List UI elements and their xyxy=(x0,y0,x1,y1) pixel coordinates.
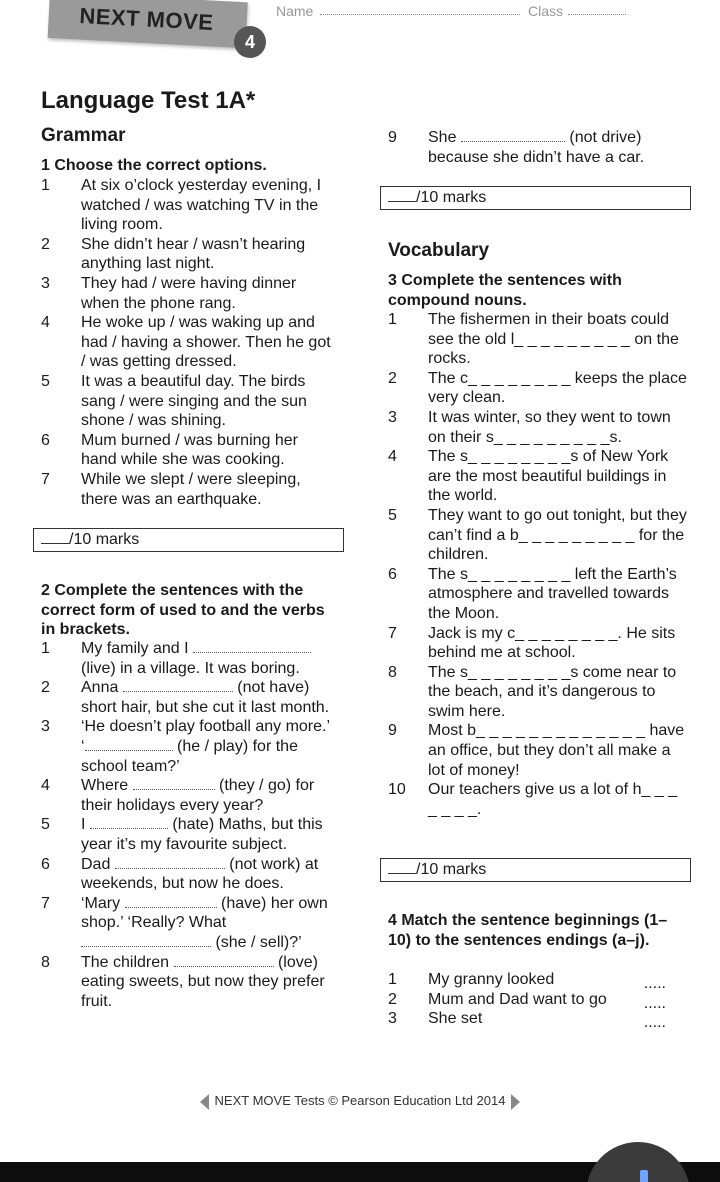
answer-gap[interactable] xyxy=(123,678,233,692)
page-title: Language Test 1A* xyxy=(41,87,256,114)
list-item: 2 Anna (not have) short hair, but she cut it last month. xyxy=(41,679,330,716)
brand-name: NEXT MOVE xyxy=(78,3,215,35)
list-item: 6 Dad (not work) at weekends, but now he does. xyxy=(41,855,319,893)
next-page-icon[interactable] xyxy=(511,1094,520,1110)
list-item: 7 While we slept / were sleeping, there was an earthquake. xyxy=(41,470,301,508)
list-item: 1 At six o’clock yesterday evening, I watched / was watching TV in the living room. xyxy=(41,177,322,234)
list-item: 9 Most b_ _ _ _ _ _ _ _ _ _ _ _ _ have an office, but they don’t all make a lot of money! xyxy=(388,722,685,779)
answer-gap[interactable] xyxy=(133,776,215,790)
list-item: 4 The s_ _ _ _ _ _ _ _s of New York are the most beautiful buildings in the world. xyxy=(388,448,669,505)
list-item: 3 It was winter, so they went to town on their s_ _ _ _ _ _ _ _ _s. xyxy=(388,408,671,446)
answer-gap[interactable] xyxy=(81,933,211,947)
list-item: 8 The children (love) eating sweets, but now they prefer fruit. xyxy=(41,953,325,1010)
task2-list xyxy=(41,639,337,1011)
match-answer[interactable]: ..... xyxy=(643,994,666,1012)
task3-title: 3 Complete the sentences with compound nouns. xyxy=(388,272,622,309)
list-item: 2 The c_ _ _ _ _ _ _ _ keeps the place very clean. xyxy=(388,369,687,407)
list-item: 3 ‘He doesn’t play football any more.’ ‘ (he / play) for the school team?’ xyxy=(41,718,330,775)
task2-list-continued xyxy=(388,128,688,167)
list-item: 7 Jack is my c_ _ _ _ _ _ _ _. He sits behind me at school. xyxy=(388,624,676,662)
list-item: 5 They want to go out tonight, but they can’t find a b_ _ _ _ _ _ _ _ _ for the children. xyxy=(388,506,687,564)
name-field[interactable] xyxy=(320,14,520,15)
list-item: 1 My family and I (live) in a village. It was boring. xyxy=(41,639,337,678)
list-item: 3 She set ..... xyxy=(388,1010,666,1032)
list-item: 9 She (not drive) because she didn’t have a car. xyxy=(388,129,645,166)
vocabulary-heading: Vocabulary xyxy=(388,240,490,261)
level-badge: 4 xyxy=(234,26,266,58)
list-item: 1 The fishermen in their boats could see the old l_ _ _ _ _ _ _ _ _ on the rocks. xyxy=(388,311,679,368)
list-item: 10 Our teachers give us a lot of h_ _ _ _ _ _ _. xyxy=(388,781,678,818)
list-item: 1 My granny looked ..... xyxy=(388,971,666,992)
answer-gap[interactable] xyxy=(125,894,217,908)
previous-page-icon[interactable] xyxy=(200,1094,209,1110)
name-label: Name xyxy=(276,3,314,19)
list-item: 6 Mum burned / was burning her hand while she was cooking. xyxy=(41,431,298,469)
match-answer[interactable]: ..... xyxy=(643,1014,666,1032)
class-label: Class xyxy=(528,3,564,19)
answer-gap[interactable] xyxy=(461,128,565,142)
task1-title: 1 Choose the correct options. xyxy=(41,157,267,174)
task4-title: 4 Match the sentence beginnings (1–10) to the sentences endings (a–j). xyxy=(388,912,668,949)
page-footer xyxy=(0,1091,720,1111)
grammar-heading: Grammar xyxy=(41,125,126,146)
list-item: 2 Mum and Dad want to go ..... xyxy=(388,990,666,1012)
answer-gap[interactable] xyxy=(85,737,173,751)
marks-blank[interactable] xyxy=(388,187,416,202)
list-item: 4 He woke up / was waking up and had / having a shower. Then he got / was getting dressed. xyxy=(41,314,331,371)
marks-blank[interactable] xyxy=(388,859,416,874)
task1-list xyxy=(41,176,337,509)
list-item: 4 Where (they / go) for their holidays every year? xyxy=(41,777,315,814)
list-item: 3 They had / were having dinner when the phone rang. xyxy=(41,274,297,312)
floating-action-button[interactable] xyxy=(586,1142,690,1182)
task4-list xyxy=(388,970,666,1032)
task3-marks-box: /10 marks xyxy=(380,858,691,882)
task2-marks-box: /10 marks xyxy=(380,186,691,210)
list-item: 8 The s_ _ _ _ _ _ _ _s come near to the beach, and it’s dangerous to swim here. xyxy=(388,663,677,720)
task2-title: 2 Complete the sentences with the correct form of used to and the verbs in brackets. xyxy=(41,582,325,639)
task1-marks-box: /10 marks xyxy=(33,528,344,552)
match-answer[interactable]: ..... xyxy=(643,975,666,992)
list-item: 2 She didn’t hear / wasn’t hearing anything last night. xyxy=(41,235,306,273)
list-item: 6 The s_ _ _ _ _ _ _ _ left the Earth’s atmosphere and travelled towards the Moon. xyxy=(388,565,677,622)
marks-blank[interactable] xyxy=(41,529,69,544)
task3-list xyxy=(388,310,688,819)
list-item: 5 It was a beautiful day. The birds sang / were singing and the sun shone / was shining. xyxy=(41,372,307,430)
list-item: 5 I (hate) Maths, but this year it’s my favourite subject. xyxy=(41,816,323,853)
list-item: 7 ‘Mary (have) her own shop.’ ‘Really? What (she / sell)?’ xyxy=(41,894,328,951)
answer-gap[interactable] xyxy=(115,855,225,869)
footer-text: NEXT MOVE Tests © Pearson Education Ltd 2014 xyxy=(214,1093,506,1108)
class-field[interactable] xyxy=(568,14,626,15)
answer-gap[interactable] xyxy=(174,953,274,967)
answer-gap[interactable] xyxy=(193,639,311,653)
answer-gap[interactable] xyxy=(90,815,168,829)
fab-icon xyxy=(640,1170,648,1182)
